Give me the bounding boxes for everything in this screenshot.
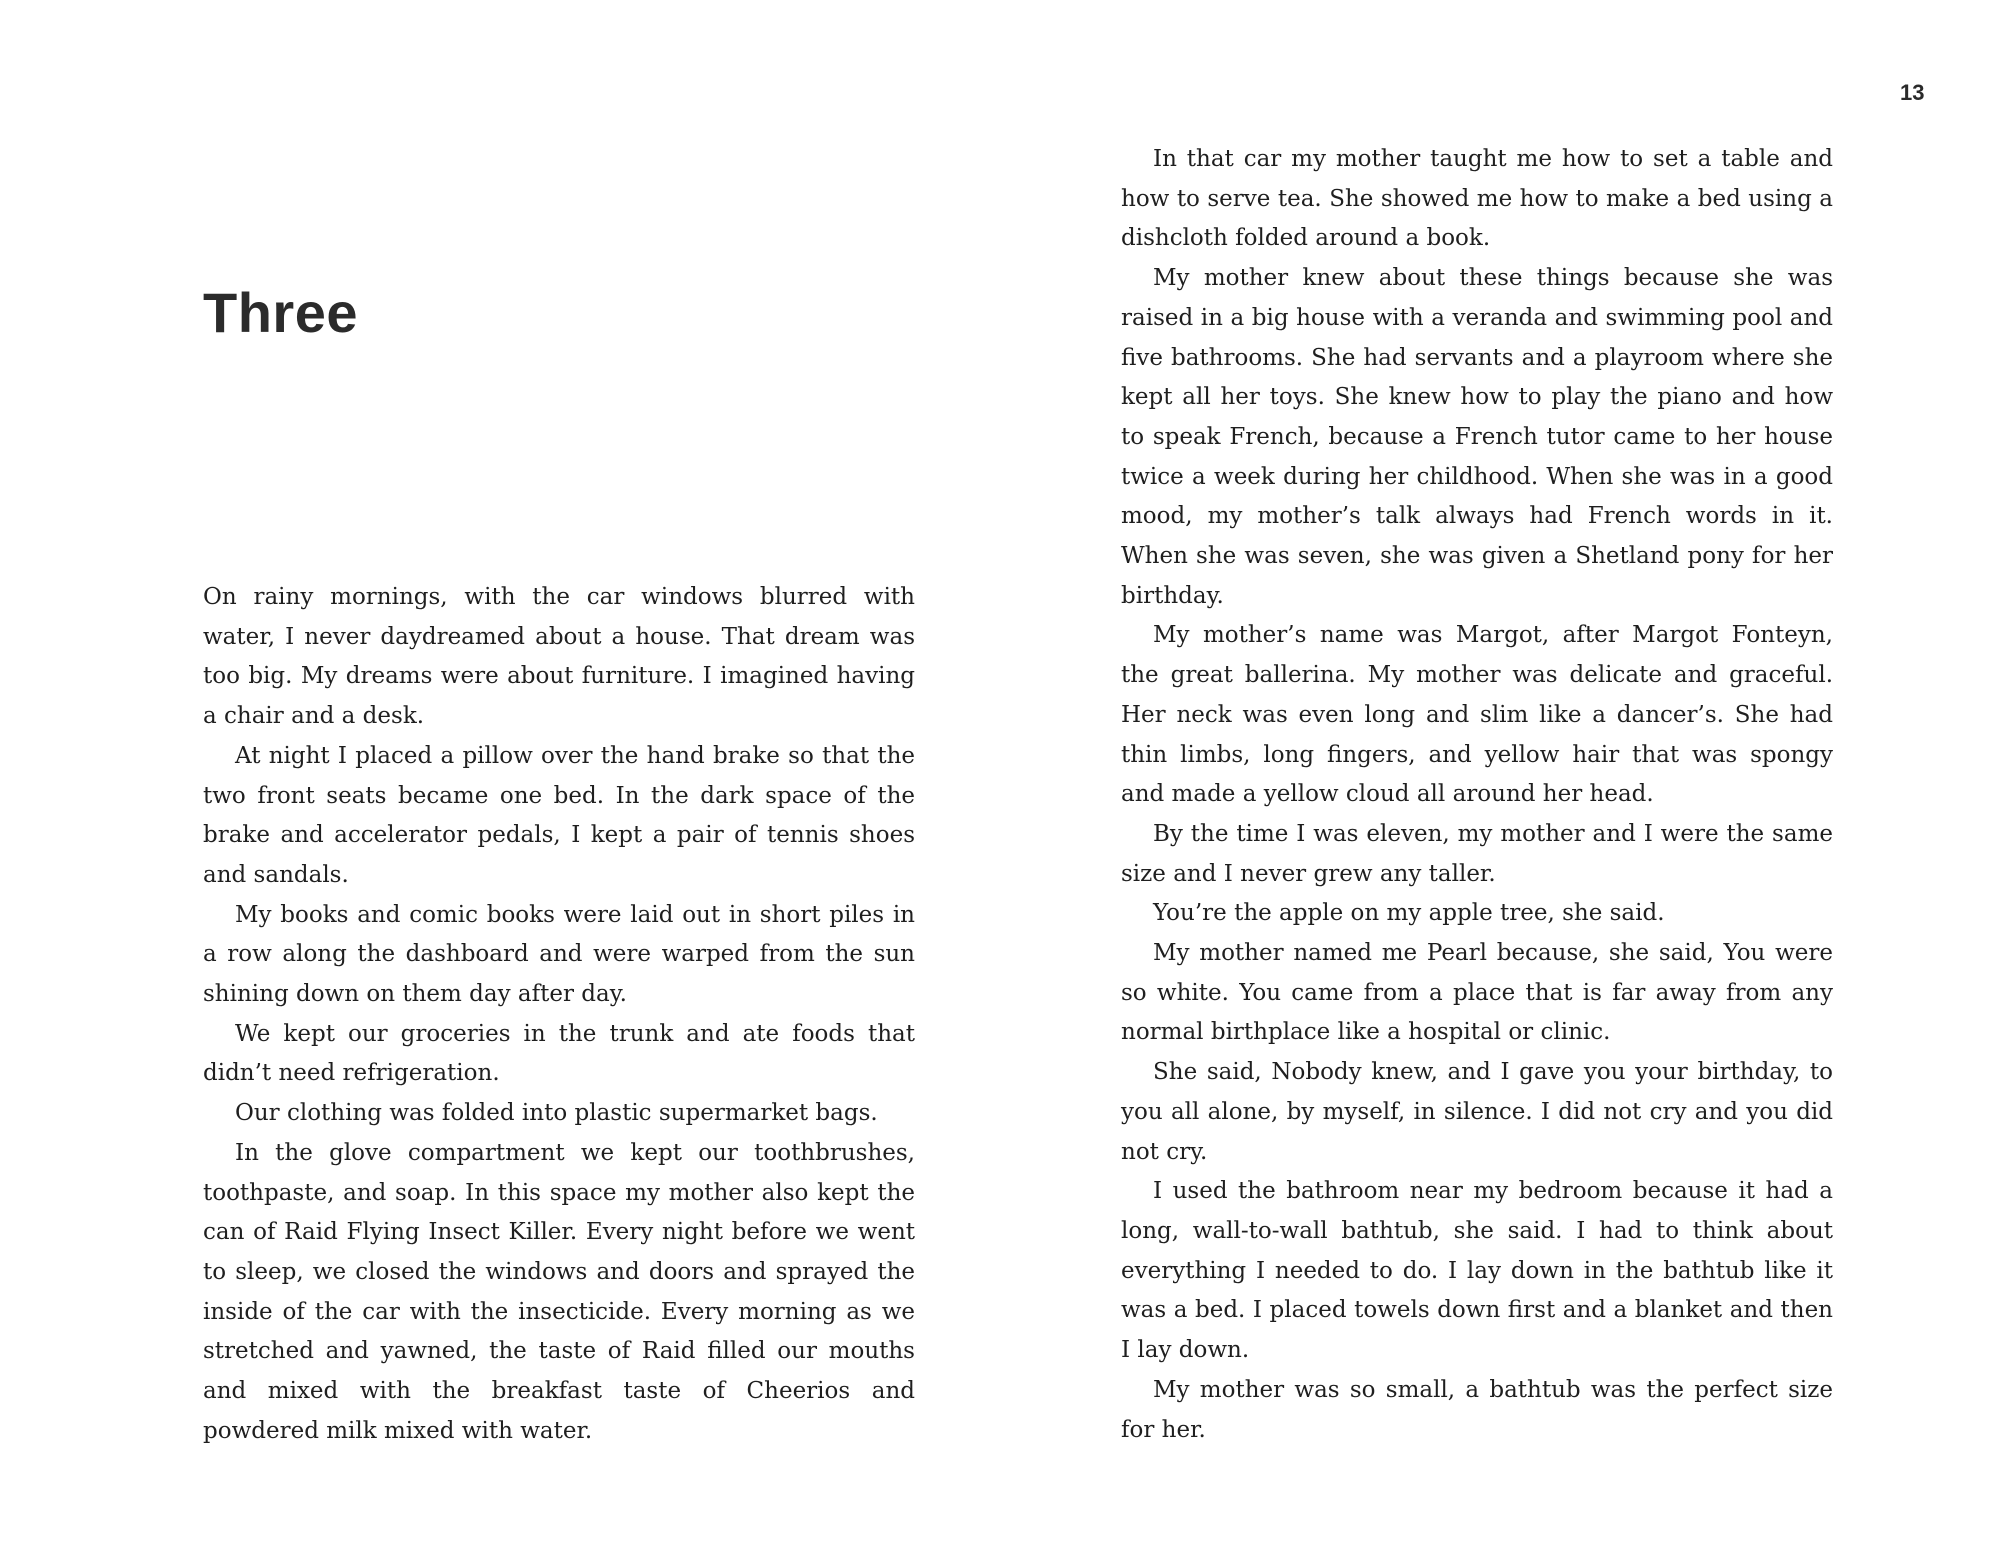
page-number: 13 — [1900, 80, 1925, 105]
paragraph: My mother knew about these things because she was raised in a big house with a veranda and swimming pool and five bathrooms. She had servants and a playroom where she kept all her toys. She knew how to play the piano and how to speak French, because a French tutor came to her house twice a week during her childhood. When she was in a good mood, my mother’s talk always had French words in it. When she was seven, she was given a Shetland pony for her birthday. — [1121, 265, 1833, 609]
left-page-body — [203, 578, 915, 1451]
paragraph: She said, Nobody knew, and I gave you your birthday, to you all alone, by myself, in silence. I did not cry and you did not cry. — [1121, 1059, 1833, 1165]
chapter-title: Three — [203, 281, 358, 344]
paragraph: My books and comic books were laid out in short piles in a row along the dashboard and were warped from the sun shining down on them day after day. — [203, 901, 915, 1008]
paragraph: I used the bathroom near my bedroom because it had a long, wall-to-wall bathtub, she said. I had to think about everything I needed to do. I lay down in the bathtub like it was a bed. I placed towels down first and a blanket and then I lay down. — [1121, 1178, 1833, 1364]
paragraph: My mother’s name was Margot, after Margot Fonteyn, the great ballerina. My mother was delicate and graceful. Her neck was even long and slim like a dancer’s. She had thin limbs, long fingers, and yellow hair that was spongy and made a yellow cloud all around her head. — [1121, 622, 1833, 808]
paragraph: At night I placed a pillow over the hand brake so that the two front seats became one bed. In the dark space of the brake and accelerator pedals, I kept a pair of tennis shoes and sandals. — [203, 742, 915, 888]
right-page-body — [1121, 140, 1833, 1450]
paragraph: We kept our groceries in the trunk and ate foods that didn’t need refrigeration. — [203, 1020, 915, 1087]
paragraph: Our clothing was folded into plastic supermarket bags. — [235, 1100, 878, 1127]
paragraph: My mother was so small, a bathtub was the perfect size for her. — [1121, 1376, 1833, 1443]
paragraph: My mother named me Pearl because, she said, You were so white. You came from a place that is far away from any normal birthplace like a hospital or clinic. — [1121, 940, 1833, 1046]
paragraph: By the time I was eleven, my mother and I were the same size and I never grew any taller. — [1121, 820, 1833, 887]
paragraph: You’re the apple on my apple tree, she said. — [1153, 900, 1665, 927]
paragraph: On rainy mornings, with the car windows blurred with water, I never daydreamed about a house. That dream was too big. My dreams were about furniture. I imagined having a chair and a desk. — [203, 584, 915, 730]
paragraph: In that car my mother taught me how to set a table and how to serve tea. She showed me how to make a bed using a dishcloth folded around a book. — [1121, 146, 1833, 252]
paragraph: In the glove compartment we kept our toothbrushes, toothpaste, and soap. In this space my mother also kept the can of Raid Flying Insect Killer. Every night before we went to sleep, we closed the windows and doors and sprayed the inside of the car with the insecticide. Every morning as we stretched and yawned, the taste of Raid filled our mouths and mixed with the breakfast taste of Cheerios and powdered milk mixed with water. — [203, 1139, 915, 1444]
